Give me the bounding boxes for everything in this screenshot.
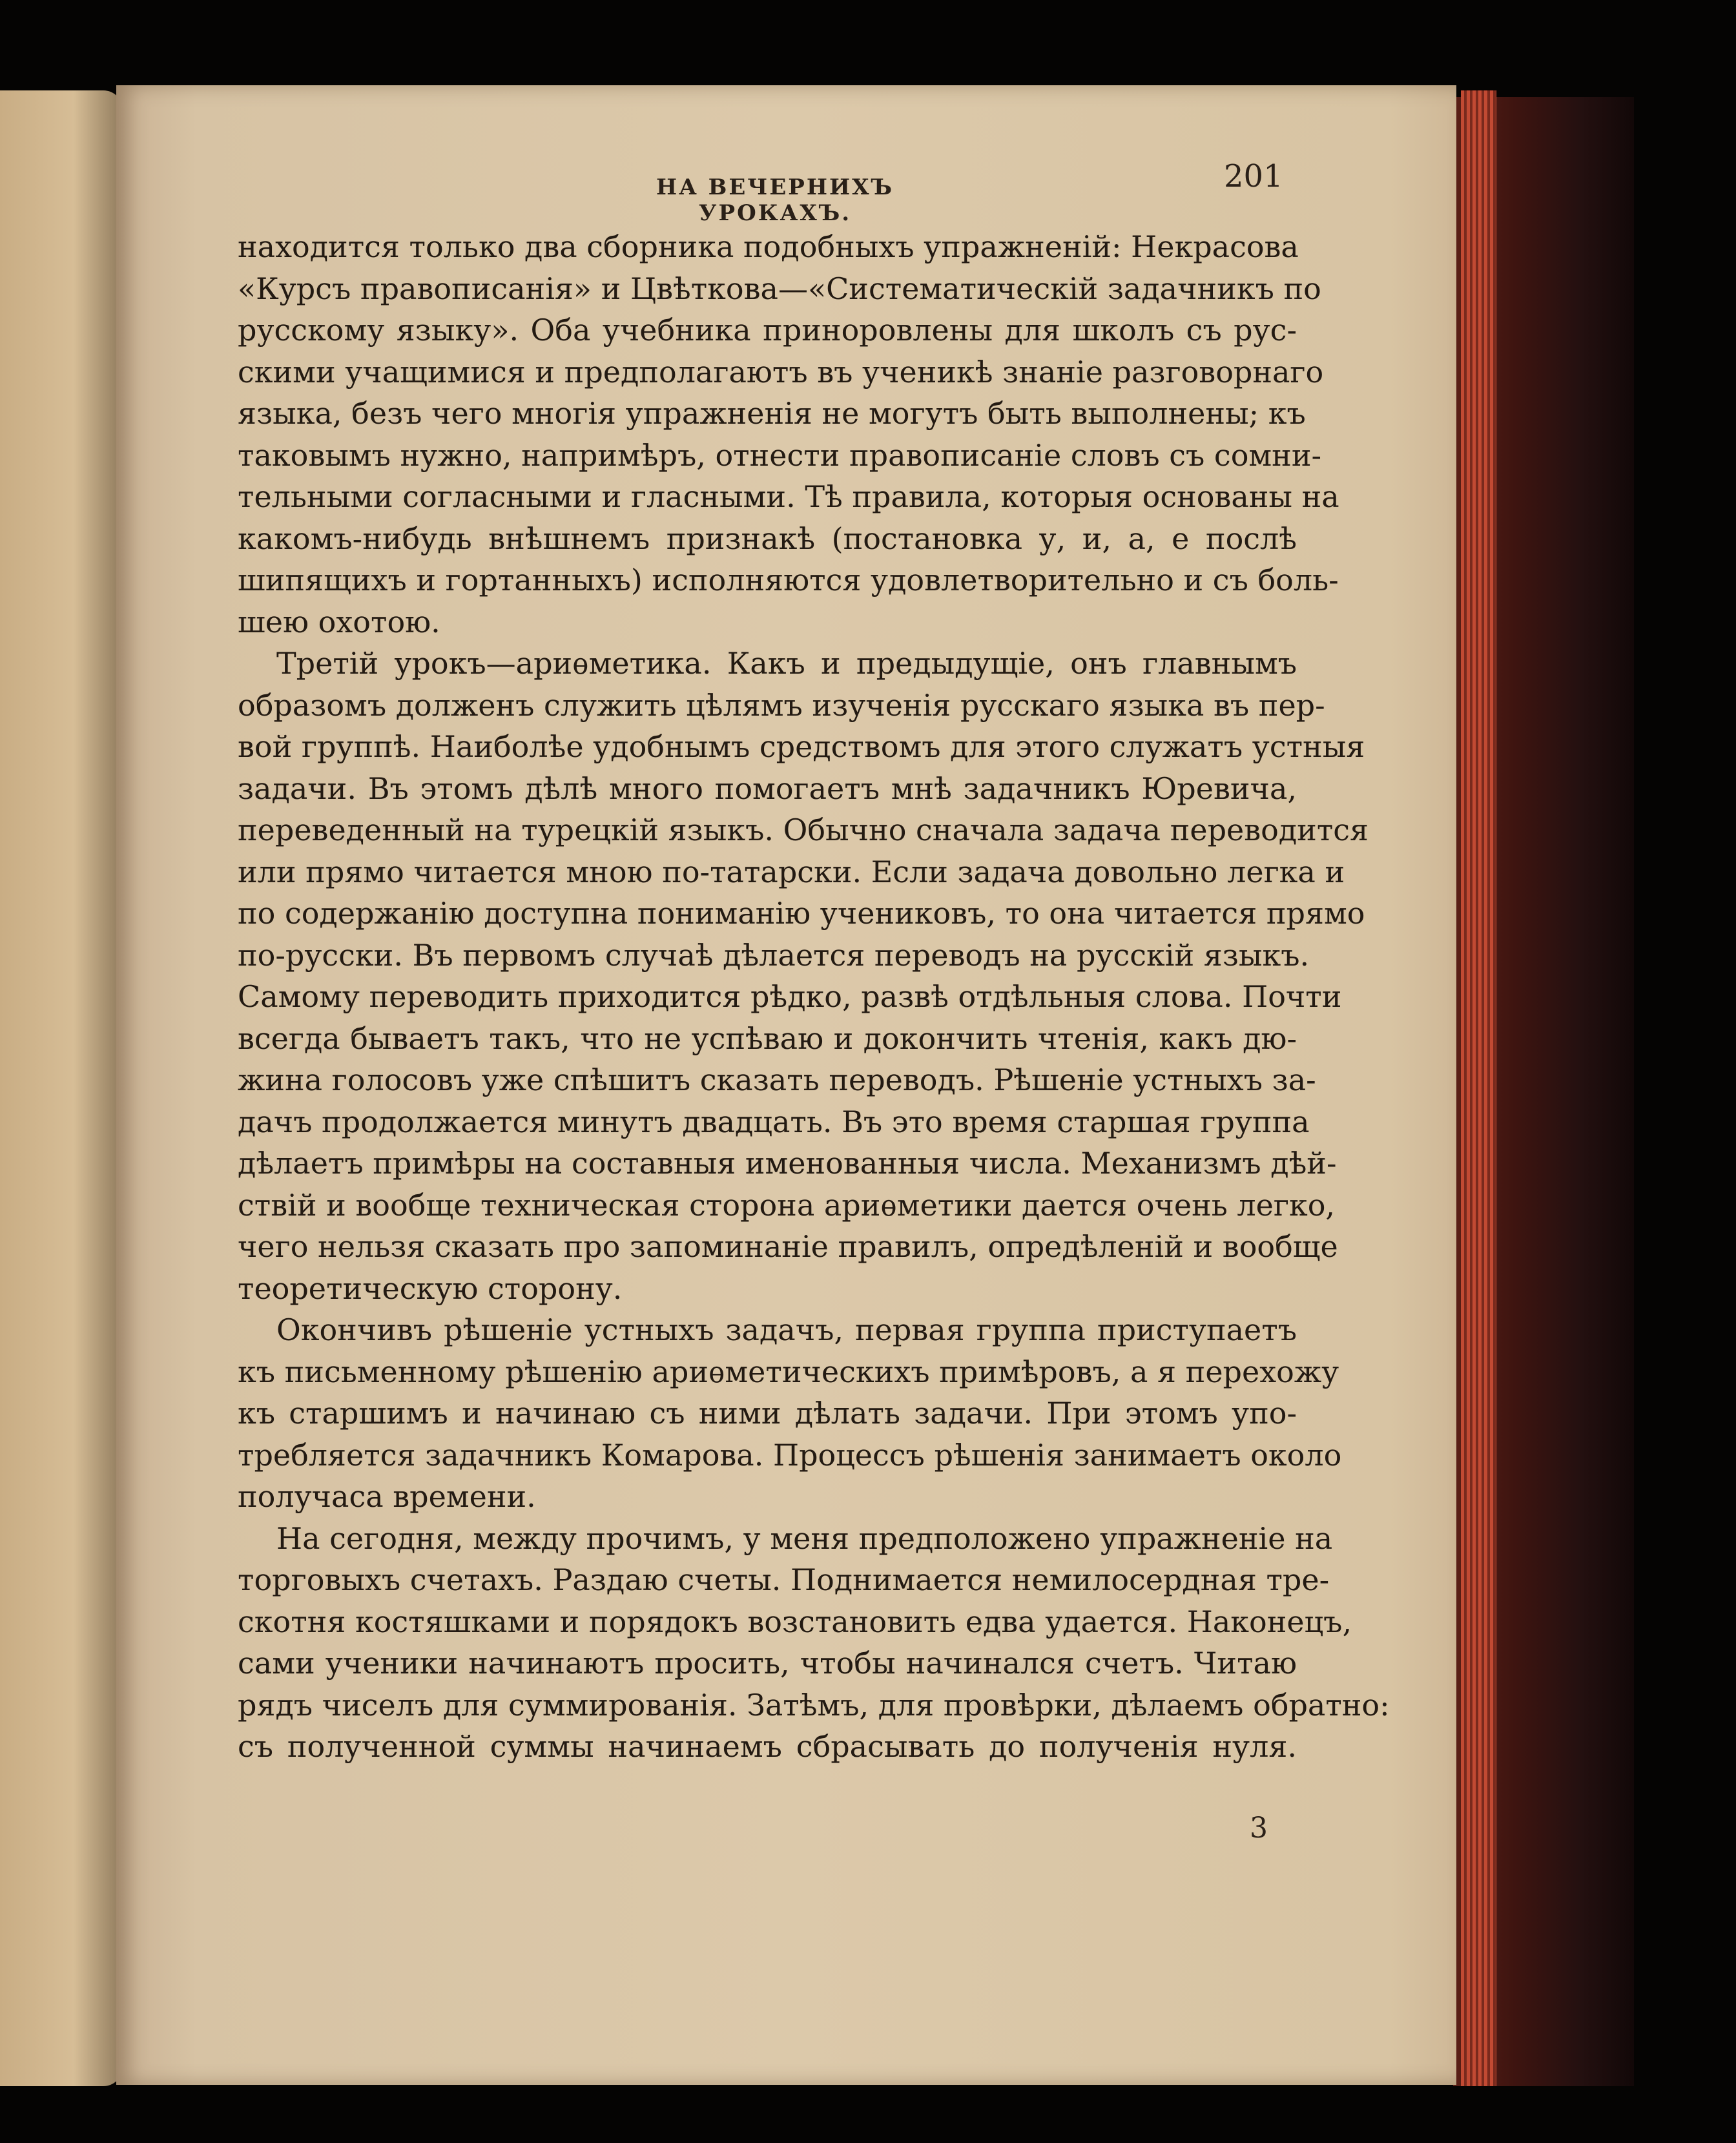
- text-line: дачъ продолжается минутъ двадцать. Въ это время старшая группа: [238, 1104, 1310, 1139]
- text-line: тельными согласными и гласными. Тѣ правила, которыя основаны на: [238, 479, 1339, 514]
- text-line: Окончивъ рѣшеніе устныхъ задачъ, первая группа приступаетъ: [276, 1312, 1297, 1347]
- signature-mark: 3: [1250, 1812, 1268, 1845]
- text-line: или прямо читается мною по-татарски. Если задача довольно легка и: [238, 854, 1345, 889]
- text-line: требляется задачникъ Комарова. Процессъ рѣшенія занимаетъ около: [238, 1437, 1342, 1473]
- text-line: какомъ-нибудь внѣшнемъ признакѣ (постановка у, и, а, е послѣ: [238, 521, 1297, 556]
- text-line: переведенный на турецкій языкъ. Обычно сначала задача переводится: [238, 813, 1369, 847]
- body-text: [238, 226, 1390, 1768]
- text-line: таковымъ нужно, напримѣръ, отнести правописаніе словъ съ сомни-: [238, 437, 1322, 473]
- text-line: сами ученики начинаютъ просить, чтобы начинался счетъ. Читаю: [238, 1646, 1297, 1681]
- text-line: русскому языку». Оба учебника приноровлены для школъ съ рус-: [238, 313, 1297, 347]
- left-page-edge: [0, 90, 123, 2086]
- text-line: торговыхъ счетахъ. Раздаю счеты. Поднимается немилосердная тре-: [238, 1562, 1330, 1597]
- text-line: чего нельзя сказать про запоминаніе правилъ, опредѣленій и вообще: [238, 1229, 1338, 1264]
- text-line: по-русски. Въ первомъ случаѣ дѣлается переводъ на русскій языкъ.: [238, 937, 1310, 973]
- text-line: Самому переводить приходится рѣдко, развѣ отдѣльныя слова. Почти: [238, 979, 1342, 1014]
- text-line: На сегодня, между прочимъ, у меня предположено упражненіе на: [276, 1520, 1333, 1556]
- text-line: всегда бываетъ такъ, что не успѣваю и докончить чтенія, какъ дю-: [238, 1020, 1297, 1056]
- text-line: получаса времени.: [238, 1479, 536, 1514]
- text-line: скотня костяшками и порядокъ возстановить едва удается. Наконецъ,: [238, 1604, 1352, 1639]
- text-line: теоретическую сторону.: [238, 1270, 623, 1306]
- text-line: находится только два сборника подобныхъ упражненій: Некрасова: [238, 229, 1299, 264]
- text-line: скими учащимися и предполагаютъ въ ученикѣ знаніе разговорнаго: [238, 354, 1324, 389]
- text-line: по содержанію доступна пониманію учениковъ, то она читается прямо: [238, 896, 1365, 931]
- running-head: НА ВЕЧЕРНИХЪ УРОКАХЪ.: [656, 174, 894, 226]
- text-line: шипящихъ и гортанныхъ) исполняются удовлетворительно и съ боль-: [238, 563, 1339, 597]
- text-line: образомъ долженъ служить цѣлямъ изученія русскаго языка въ пер-: [238, 687, 1325, 723]
- text-line: «Курсъ правописанія» и Цвѣткова—«Систематическій задачникъ по: [238, 271, 1321, 306]
- text-line: къ старшимъ и начинаю съ ними дѣлать задачи. При этомъ упо-: [238, 1396, 1297, 1431]
- text-line: Третій урокъ—ариѳметика. Какъ и предыдущіе, онъ главнымъ: [276, 646, 1297, 681]
- text-line: задачи. Въ этомъ дѣлѣ много помогаетъ мнѣ задачникъ Юревича,: [238, 771, 1297, 806]
- text-line: языка, безъ чего многія упражненія не могутъ быть выполнены; къ: [238, 396, 1306, 431]
- text-line: съ полученной суммы начинаемъ сбрасывать до полученія нуля.: [238, 1729, 1297, 1764]
- page-edges-red: [1461, 90, 1496, 2086]
- text-line: дѣлаетъ примѣры на составныя именованныя числа. Механизмъ дѣй-: [238, 1146, 1337, 1181]
- text-line: вой группѣ. Наиболѣе удобнымъ средствомъ для этого служатъ устныя: [238, 729, 1365, 764]
- text-line: къ письменному рѣшенію ариѳметическихъ примѣровъ, а я перехожу: [238, 1354, 1339, 1389]
- text-line: шею охотою.: [238, 604, 440, 639]
- page-number: 201: [1224, 158, 1283, 194]
- text-line: жина голосовъ уже спѣшитъ сказать переводъ. Рѣшеніе устныхъ за-: [238, 1062, 1316, 1097]
- text-line: рядъ чиселъ для суммированія. Затѣмъ, для провѣрки, дѣлаемъ обратно:: [238, 1687, 1390, 1723]
- text-line: ствій и вообще техническая сторона ариѳметики дается очень легко,: [238, 1187, 1336, 1223]
